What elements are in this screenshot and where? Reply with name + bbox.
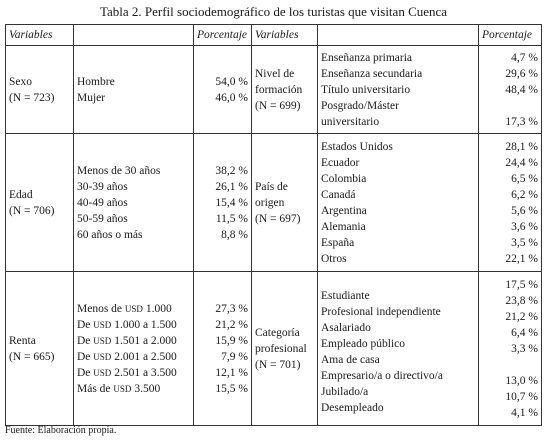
category-item: Argentina [321, 204, 367, 217]
percentage-value: 12,1 % [215, 366, 248, 379]
variable-label: origen [255, 196, 285, 209]
category-item: Alemania [321, 220, 366, 233]
category-item: Título universitario [321, 83, 411, 96]
percentage-value: 3,5 % [511, 236, 538, 249]
category-item: Profesional independiente [321, 305, 441, 318]
percentage-value: 54,0 % [215, 75, 248, 88]
category-item: 50-59 años [77, 212, 128, 225]
percentage-cell [479, 46, 542, 134]
category-item: Enseñanza primaria [321, 51, 412, 64]
category-item: Canadá [321, 188, 356, 201]
category-item: Hombre [77, 75, 115, 88]
table-row [6, 272, 542, 426]
percentage-value: 48,4 % [505, 83, 538, 96]
table-row [6, 134, 542, 272]
variable-label: Nivel de [255, 67, 295, 80]
category-item: 40-49 años [77, 196, 128, 209]
percentage-value: 27,3 % [215, 302, 248, 315]
percentage-value: 26,1 % [215, 180, 248, 193]
percentage-value: 38,2 % [215, 164, 248, 177]
percentage-value: 5,6 % [511, 204, 538, 217]
percentage-value: 6,4 % [511, 326, 538, 339]
percentage-cell [479, 272, 542, 426]
percentage-value: 13,0 % [505, 374, 538, 387]
header-variables: Variables [6, 25, 74, 46]
category-item: Menos de USD 1.000 [77, 302, 172, 315]
variable-n: (N = 701) [255, 358, 301, 371]
percentage-cell [194, 272, 252, 426]
category-item: Desempleado [321, 401, 384, 414]
source-note: Fuente: Elaboración propia. [5, 425, 117, 436]
variable-cell [6, 46, 74, 134]
variable-cell [252, 134, 318, 272]
category-cell [74, 46, 194, 134]
category-item: Asalariado [321, 321, 371, 334]
header-categories-2 [318, 25, 479, 46]
category-item: Ama de casa [321, 353, 380, 366]
category-item: Empleado público [321, 337, 405, 350]
variable-label: profesional [255, 342, 307, 355]
percentage-value: 3,3 % [511, 342, 538, 355]
category-cell [318, 272, 479, 426]
percentage-value: 15,9 % [215, 334, 248, 347]
percentage-value: 29,6 % [505, 67, 538, 80]
percentage-value: 8,8 % [221, 228, 248, 241]
variable-cell [252, 46, 318, 134]
percentage-value [482, 98, 538, 114]
percentage-cell [194, 46, 252, 134]
table-title: Tabla 2. Perfil sociodemográfico de los turistas que visitan Cuenca [99, 4, 448, 19]
percentage-value: 7,9 % [221, 350, 248, 363]
category-item: Jubilado/a [321, 385, 369, 398]
variable-label: Categoría [255, 326, 300, 339]
variable-cell [6, 272, 74, 426]
percentage-cell [194, 134, 252, 272]
header-porcentaje-2: Porcentaje [479, 25, 542, 46]
category-item: Estudiante [321, 289, 370, 302]
header-categories [74, 25, 194, 46]
variable-n: (N = 706) [9, 204, 55, 217]
percentage-value: 21,2 % [215, 318, 248, 331]
variable-cell [252, 272, 318, 426]
variable-n: (N = 723) [9, 91, 55, 104]
category-item: De USD 1.501 a 2.000 [77, 334, 177, 347]
variable-label: País de [255, 180, 288, 193]
percentage-value: 3,6 % [511, 220, 538, 233]
variable-n: (N = 697) [255, 212, 301, 225]
percentage-value: 15,4 % [215, 196, 248, 209]
percentage-value: 28,1 % [505, 140, 538, 153]
percentage-value: 22,1 % [505, 252, 538, 265]
header-row [6, 25, 542, 46]
header-variables-2: Variables [252, 25, 318, 46]
category-item: Ecuador [321, 156, 360, 169]
category-item: Menos de 30 años [77, 164, 161, 177]
header-porcentaje: Porcentaje [194, 25, 252, 46]
category-item: De USD 2.501 a 3.500 [77, 366, 177, 379]
category-cell [318, 46, 479, 134]
percentage-value: 17,3 % [505, 115, 538, 128]
sociodemographic-table [5, 24, 542, 426]
variable-n: (N = 699) [255, 99, 301, 112]
variable-label: Sexo [9, 75, 32, 88]
variable-label: Edad [9, 188, 33, 201]
table-row [6, 46, 542, 134]
percentage-value: 10,7 % [505, 390, 538, 403]
variable-label: formación [255, 83, 303, 96]
category-item: España [321, 236, 355, 249]
percentage-value: 17,5 % [505, 278, 538, 291]
category-item: Posgrado/Máster [321, 99, 399, 112]
percentage-value: 11,5 % [215, 212, 248, 225]
percentage-cell [479, 134, 542, 272]
category-item: Mujer [77, 91, 106, 104]
percentage-value: 15,5 % [215, 382, 248, 395]
category-item: 60 años o más [77, 228, 143, 241]
variable-label: Renta [9, 334, 36, 347]
category-item: Enseñanza secundaria [321, 67, 423, 80]
category-cell [74, 272, 194, 426]
percentage-value: 24,4 % [505, 156, 538, 169]
percentage-value [482, 357, 538, 373]
variable-cell [6, 134, 74, 272]
category-item: Estados Unidos [321, 140, 393, 153]
category-item: Más de USD 3.500 [77, 382, 161, 395]
percentage-value: 6,5 % [511, 172, 538, 185]
category-item: Colombia [321, 172, 367, 185]
category-item: 30-39 años [77, 180, 128, 193]
variable-n: (N = 665) [9, 350, 55, 363]
category-item: De USD 2.001 a 2.500 [77, 350, 177, 363]
category-cell [74, 134, 194, 272]
percentage-value: 4,1 % [511, 406, 538, 419]
category-item: Empresario/a o directivo/a [321, 369, 443, 382]
category-item: Otros [321, 252, 347, 265]
percentage-value: 4,7 % [511, 51, 538, 64]
percentage-value: 23,8 % [505, 294, 538, 307]
percentage-value: 6,2 % [511, 188, 538, 201]
category-item: universitario [321, 115, 380, 128]
category-cell [318, 134, 479, 272]
category-item: De USD 1.000 a 1.500 [77, 318, 177, 331]
percentage-value: 21,2 % [505, 310, 538, 323]
percentage-value: 46,0 % [215, 91, 248, 104]
